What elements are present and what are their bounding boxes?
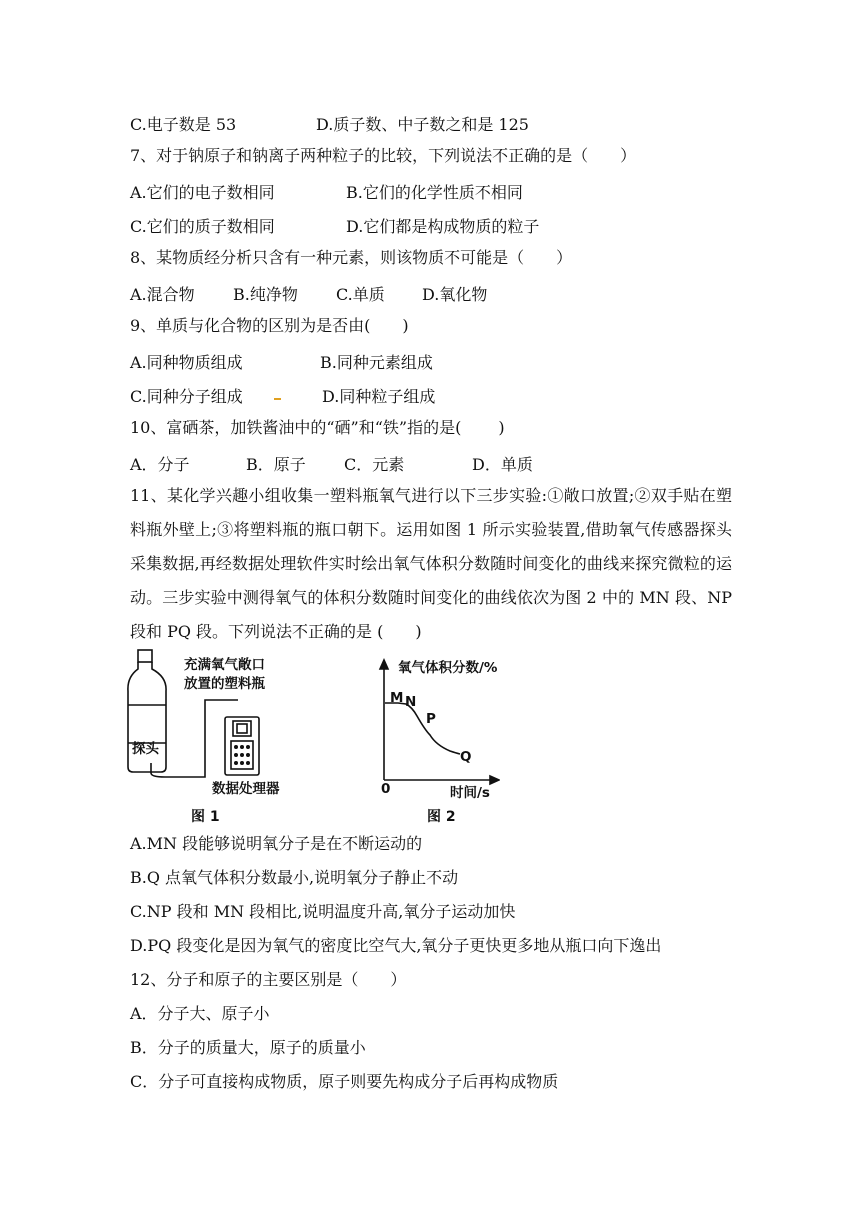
- q10-option-a: A．分子: [130, 455, 190, 474]
- x-axis-arrow: [490, 776, 499, 784]
- q7-option-a: A.它们的电子数相同: [130, 183, 275, 202]
- q12-option-c: C．分子可直接构成物质，原子则要先构成分子后再构成物质: [130, 1072, 559, 1091]
- q7-option-d: D.它们都是构成物质的粒子: [346, 217, 540, 236]
- oxygen-curve: [385, 703, 460, 754]
- fig1-probe-label: 探头: [132, 741, 159, 757]
- underline-mark: [274, 398, 281, 400]
- question-10-stem: 10、富硒茶，加铁酱油中的“硒”和“铁”指的是( ): [130, 418, 505, 437]
- option-d-mass-number: D.质子数、中子数之和是 125: [316, 115, 529, 134]
- q9-option-c: C.同种分子组成: [130, 387, 243, 406]
- q11-option-d: D.PQ 段变化是因为氧气的密度比空气大,氧分子更快更多地从瓶口向下逸出: [130, 936, 662, 955]
- q9-option-d: D.同种粒子组成: [322, 387, 436, 406]
- point-m-label: M: [390, 690, 404, 706]
- fig1-label-line2: 放置的塑料瓶: [184, 676, 265, 692]
- q8-option-b: B.纯净物: [233, 285, 298, 304]
- q12-option-a: A．分子大、原子小: [130, 1004, 270, 1023]
- question-11-stem: 11、某化学兴趣小组收集一塑料瓶氧气进行以下三步实验:①敞口放置;②双手贴在塑料瓶外壁上;③将塑料瓶的瓶口朝下。运用如图 1 所示实验装置,借助氧气传感器探头采集数据,再经数据处理软件实时绘出氧气体积分数随时间变化的曲线来探究微粒的运动。三步实验中测得氧气的体积分数随时间变化的曲线依次为图 2 中的 MN 段、NP 段和 PQ 段。下列说法不正确的是 ( ): [130, 486, 732, 641]
- q10-option-b: B．原子: [246, 455, 306, 474]
- question-12-stem: 12、分子和原子的主要区别是（ ）: [130, 970, 407, 989]
- q8-option-a: A.混合物: [130, 285, 195, 304]
- option-c-electrons: C.电子数是 53: [130, 115, 237, 134]
- q11-option-b: B.Q 点氧气体积分数最小,说明氧分子静止不动: [130, 868, 459, 887]
- q8-option-c: C.单质: [336, 285, 385, 304]
- bottle-cap: [138, 650, 152, 662]
- q9-option-a: A.同种物质组成: [130, 353, 243, 372]
- fig1-caption: 图 1: [191, 809, 220, 825]
- question-8-stem: 8、某物质经分析只含有一种元素，则该物质不可能是（ ）: [130, 248, 573, 267]
- fig1-device-label: 数据处理器: [212, 781, 280, 797]
- q7-option-b: B.它们的化学性质不相同: [346, 183, 523, 202]
- origin-label: 0: [381, 781, 391, 797]
- point-p-label: P: [426, 711, 436, 727]
- question-9-stem: 9、单质与化合物的区别为是否由( ): [130, 316, 409, 335]
- q7-option-c: C.它们的质子数相同: [130, 217, 275, 236]
- point-q-label: Q: [460, 749, 472, 765]
- y-axis-arrow: [380, 660, 388, 669]
- q12-option-b: B．分子的质量大，原子的质量小: [130, 1038, 366, 1057]
- q10-option-c: C．元素: [344, 455, 405, 474]
- q10-option-d: D．单质: [472, 455, 533, 474]
- fig2-xlabel: 时间/s: [450, 785, 490, 801]
- fig2-ylabel: 氧气体积分数/%: [398, 660, 498, 676]
- fig2-caption: 图 2: [427, 809, 456, 825]
- fig1-label-line1: 充满氧气敞口: [184, 657, 265, 673]
- q9-option-b: B.同种元素组成: [320, 353, 433, 372]
- q11-option-c: C.NP 段和 MN 段相比,说明温度升高,氧分子运动加快: [130, 902, 516, 921]
- question-7-stem: 7、对于钠原子和钠离子两种粒子的比较，下列说法不正确的是（ ）: [130, 146, 637, 165]
- q8-option-d: D.氧化物: [422, 285, 488, 304]
- point-n-label: N: [405, 694, 417, 710]
- q11-option-a: A.MN 段能够说明氧分子是在不断运动的: [130, 834, 423, 853]
